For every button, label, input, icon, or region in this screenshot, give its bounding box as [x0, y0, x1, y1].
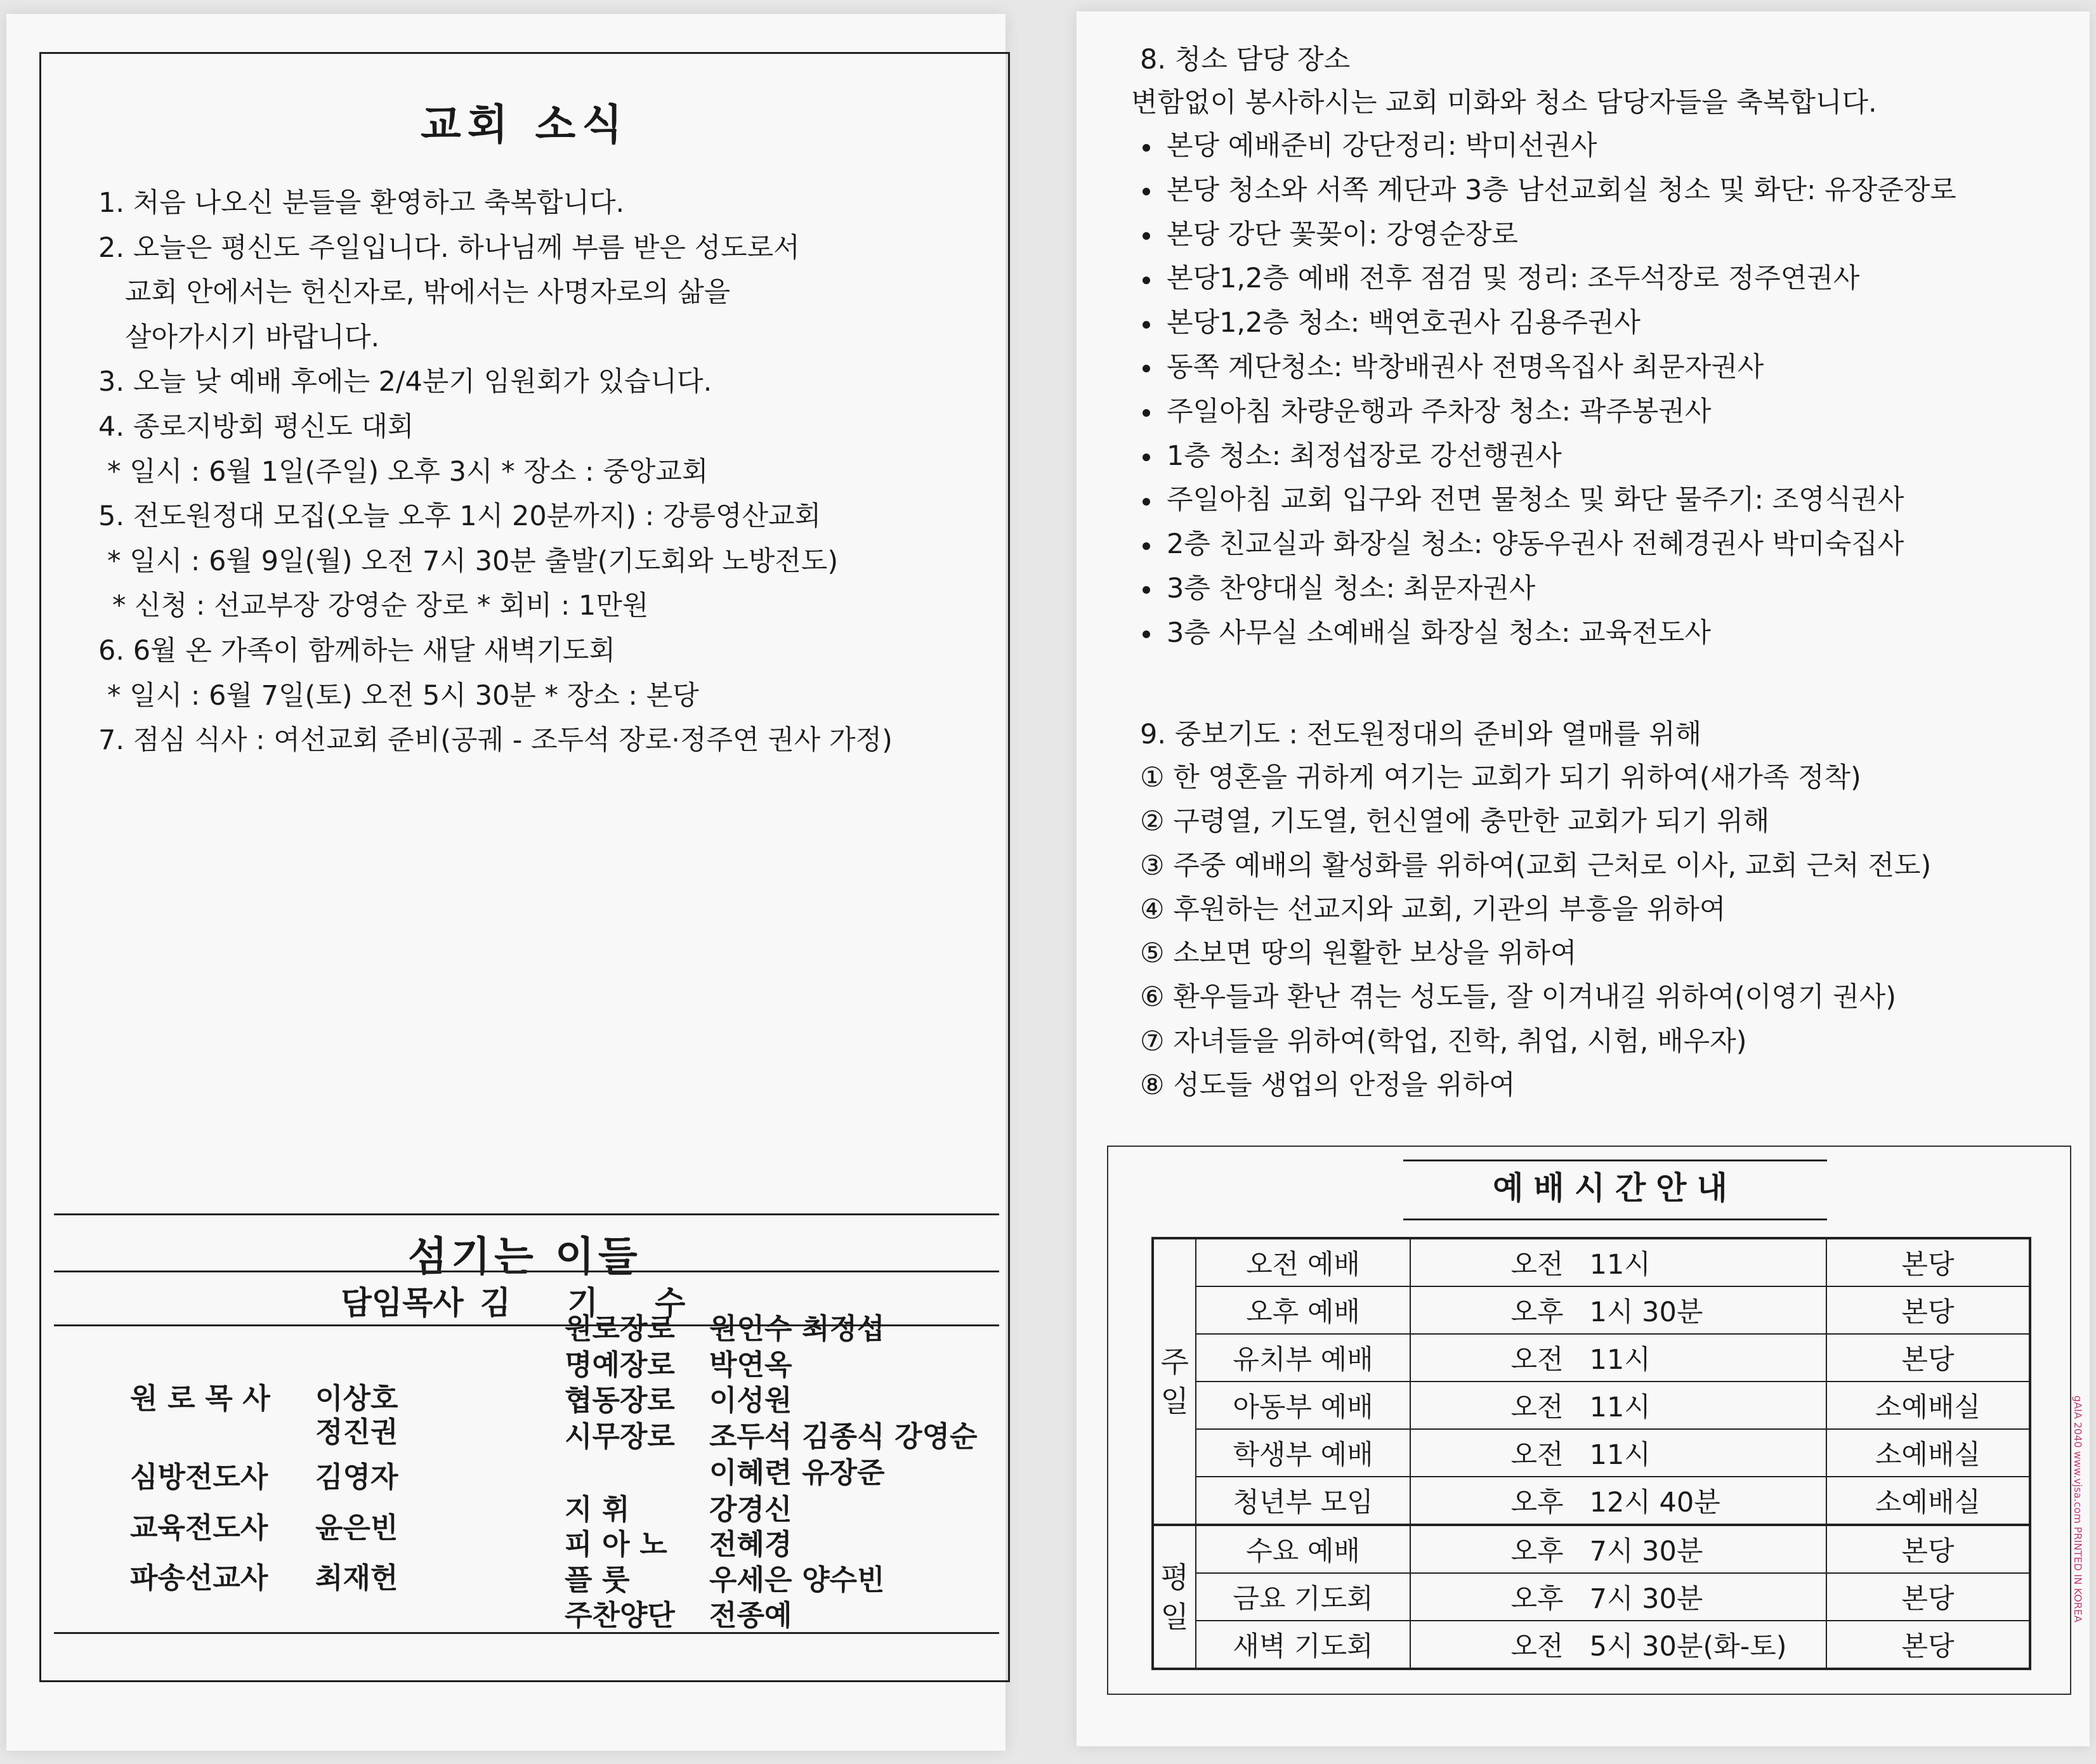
staff-role: 파송선교사 — [130, 1561, 268, 1595]
worship-schedule-box — [1107, 1146, 2071, 1695]
elder-names: 원인수 최정섭 — [709, 1312, 885, 1345]
worship-group-text: 주 일 — [1160, 1345, 1189, 1418]
divider — [54, 1632, 999, 1634]
prayer-section — [1140, 713, 2079, 1107]
news-item: 2. 오늘은 평신도 주일입니다. 하나님께 부름 받은 성도로서 — [98, 232, 800, 264]
worship-service-name: 오후 예배 — [1196, 1286, 1410, 1334]
staff-role: 교육전도사 — [130, 1511, 268, 1545]
cleaning-item-text: 2층 친교실과 화장실 청소: 양동우권사 전혜경권사 박미숙집사 — [1167, 528, 1904, 561]
staff-name: 정진권 — [315, 1415, 398, 1449]
worship-group-label — [1153, 1525, 1196, 1669]
elder-role: 지 휘 — [565, 1493, 630, 1526]
staff-name: 최재헌 — [315, 1561, 398, 1595]
bullet-icon — [1143, 454, 1150, 461]
staff-role: 원 로 목 사 — [130, 1382, 270, 1415]
printer-mark: gAIA 2040 www.vjsa.com PRINTED IN KOREA — [2072, 1395, 2084, 1623]
bullet-icon — [1143, 409, 1150, 417]
prayer-list — [1140, 756, 2079, 1107]
prayer-item: ① 한 영혼을 귀하게 여기는 교회가 되기 위하여(새가족 정착) — [1140, 762, 1861, 794]
bullet-icon — [1143, 188, 1150, 195]
elder-names: 이혜련 유장준 — [709, 1456, 885, 1489]
worship-service-name: 유치부 예배 — [1196, 1334, 1410, 1382]
worship-service-name: 오전 예배 — [1196, 1238, 1410, 1286]
worship-title-frame — [1403, 1160, 1827, 1220]
senior-pastor-name: 김 기 수 — [480, 1284, 709, 1321]
cleaning-item-text: 본당1,2층 예배 전후 점검 및 정리: 조두석장로 정주연권사 — [1167, 263, 1860, 295]
divider — [54, 1213, 999, 1215]
worship-service-time: 오후 12시 40분 — [1410, 1477, 1826, 1525]
worship-service-name: 청년부 모임 — [1196, 1477, 1410, 1525]
cleaning-item — [1140, 390, 2079, 434]
elder-role: 주찬양단 — [565, 1598, 675, 1632]
cleaning-item-text: 3층 찬양대실 청소: 최문자권사 — [1167, 572, 1536, 604]
worship-service-place: 소예배실 — [1826, 1382, 2030, 1429]
worship-service-place: 본당 — [1826, 1334, 2030, 1382]
cleaning-item — [1140, 523, 2079, 567]
cleaning-item — [1140, 301, 2079, 346]
news-item: * 신청 : 선교부장 강영순 장로 * 회비 : 1만원 — [112, 590, 649, 622]
elder-role: 피 아 노 — [565, 1527, 667, 1561]
prayer-item: ⑤ 소보면 땅의 원활한 보상을 위하여 — [1140, 938, 1577, 970]
worship-schedule-title: 예배시간안내 — [1493, 1170, 1738, 1206]
worship-service-time: 오전 11시 — [1410, 1382, 1826, 1429]
news-item: 교회 안에서는 헌신자로, 밖에서는 사명자로의 삶을 — [125, 277, 731, 309]
staff-name: 김영자 — [315, 1460, 398, 1494]
news-item: * 일시 : 6월 9일(월) 오전 7시 30분 출발(기도회와 노방전도) — [107, 545, 839, 577]
worship-service-place: 본당 — [1826, 1525, 2030, 1573]
senior-pastor-role: 담임목사 — [341, 1284, 464, 1321]
worship-row — [1153, 1382, 2030, 1429]
cleaning-item-text: 1층 청소: 최정섭장로 강선행권사 — [1167, 440, 1562, 472]
worship-service-place: 소예배실 — [1826, 1429, 2030, 1477]
divider — [54, 1271, 999, 1272]
cleaning-item — [1140, 169, 2079, 213]
cleaning-item — [1140, 257, 2079, 301]
elder-role: 시무장로 — [565, 1420, 675, 1453]
cleaning-item — [1140, 567, 2079, 611]
cleaning-list — [1140, 124, 2079, 656]
cleaning-item — [1140, 213, 2079, 258]
elder-role: 명예장로 — [565, 1348, 675, 1382]
cleaning-item-text: 주일아침 교회 입구와 전면 물청소 및 화단 물주기: 조영식권사 — [1167, 484, 1904, 516]
cleaning-item-text: 동쪽 계단청소: 박창배권사 전명옥집사 최문자권사 — [1167, 351, 1764, 383]
worship-service-time: 오후 1시 30분 — [1410, 1286, 1826, 1334]
cleaning-item-text: 본당 청소와 서쪽 계단과 3층 남선교회실 청소 및 화단: 유장준장로 — [1167, 174, 1956, 206]
elder-names: 우세은 양수빈 — [709, 1563, 885, 1597]
bullet-icon — [1143, 144, 1150, 152]
news-item: 7. 점심 식사 : 여선교회 준비(공궤 - 조두석 장로·정주연 권사 가정) — [98, 724, 893, 757]
news-item: 1. 처음 나오신 분들을 환영하고 축복합니다. — [98, 187, 625, 219]
worship-row — [1153, 1573, 2030, 1621]
bullet-icon — [1143, 498, 1150, 506]
prayer-title: 9. 중보기도 : 전도원정대의 준비와 열매를 위해 — [1140, 719, 1702, 750]
bullet-icon — [1143, 586, 1150, 594]
worship-service-time: 오후 7시 30분 — [1410, 1525, 1826, 1573]
worship-service-name: 아동부 예배 — [1196, 1382, 1410, 1429]
cleaning-item-text: 주일아침 차량운행과 주차장 청소: 곽주봉권사 — [1167, 395, 1712, 428]
news-item: * 일시 : 6월 7일(토) 오전 5시 30분 * 장소 : 본당 — [107, 679, 699, 712]
staff-name: 윤은빈 — [315, 1511, 398, 1545]
worship-service-name: 새벽 기도회 — [1196, 1621, 1410, 1669]
prayer-item: ④ 후원하는 선교지와 교회, 기관의 부흥을 위하여 — [1140, 893, 1726, 925]
cleaning-section — [1131, 38, 2079, 656]
elder-names: 박연옥 — [709, 1348, 792, 1382]
worship-service-time: 오전 11시 — [1410, 1238, 1826, 1286]
elder-role: 플 룻 — [565, 1563, 630, 1597]
right-page — [1077, 11, 2090, 1746]
news-item: * 일시 : 6월 1일(주일) 오후 3시 * 장소 : 중앙교회 — [107, 455, 709, 488]
bullet-icon — [1143, 277, 1150, 284]
news-item: 6. 6월 온 가족이 함께하는 새달 새벽기도회 — [98, 634, 616, 667]
elder-names: 조두석 김종식 강영순 — [709, 1420, 978, 1453]
cleaning-intro: 변함없이 봉사하시는 교회 미화와 청소 담당자들을 축복합니다. — [1131, 87, 1877, 119]
elder-names: 전종예 — [709, 1598, 792, 1632]
news-item: 살아가시기 바랍니다. — [125, 321, 380, 353]
elder-names: 강경신 — [709, 1493, 792, 1526]
prayer-item: ⑦ 자녀들을 위하여(학업, 진학, 취업, 시험, 배우자) — [1140, 1025, 1747, 1057]
worship-service-name: 금요 기도회 — [1196, 1573, 1410, 1621]
worship-service-place: 소예배실 — [1826, 1477, 2030, 1525]
bullet-icon — [1143, 630, 1150, 638]
cleaning-item — [1140, 434, 2079, 479]
prayer-item: ⑥ 환우들과 환난 겪는 성도들, 잘 이겨내길 위하여(이영기 권사) — [1140, 981, 1897, 1014]
worship-group-label — [1153, 1238, 1196, 1525]
church-news-list — [98, 181, 999, 763]
worship-row — [1153, 1621, 2030, 1669]
prayer-item: ⑧ 성도들 생업의 안정을 위하여 — [1140, 1069, 1516, 1102]
left-page — [6, 14, 1005, 1751]
church-news-box — [39, 52, 1010, 1682]
bullet-icon — [1143, 365, 1150, 372]
cleaning-item — [1140, 346, 2079, 390]
cleaning-item-text: 3층 사무실 소예배실 화장실 청소: 교육전도사 — [1167, 617, 1711, 649]
worship-service-time: 오전 11시 — [1410, 1334, 1826, 1382]
worship-service-name: 수요 예배 — [1196, 1525, 1410, 1573]
worship-row — [1153, 1286, 2030, 1334]
elder-role: 협동장로 — [565, 1383, 675, 1417]
worship-service-name: 학생부 예배 — [1196, 1429, 1410, 1477]
worship-row — [1153, 1429, 2030, 1477]
worship-row — [1153, 1525, 2030, 1573]
elder-names: 이성원 — [709, 1383, 792, 1417]
prayer-item: ③ 주중 예배의 활성화를 위하여(교회 근처로 이사, 교회 근처 전도) — [1140, 849, 1932, 882]
news-item: 3. 오늘 낮 예배 후에는 2/4분기 임원회가 있습니다. — [98, 366, 712, 398]
cleaning-item-text: 본당1,2층 청소: 백연호권사 김용주권사 — [1167, 307, 1641, 339]
worship-schedule-table — [1151, 1237, 2031, 1670]
cleaning-item — [1140, 124, 2079, 169]
bullet-icon — [1143, 232, 1150, 240]
cleaning-item-text: 본당 예배준비 강단정리: 박미선권사 — [1167, 130, 1597, 162]
worship-service-place: 본당 — [1826, 1286, 2030, 1334]
bullet-icon — [1143, 542, 1150, 550]
cleaning-item — [1140, 478, 2079, 523]
elder-role: 원로장로 — [565, 1312, 675, 1345]
staff-role: 심방전도사 — [130, 1460, 268, 1494]
worship-row — [1153, 1238, 2030, 1286]
staff-name: 이상호 — [315, 1382, 398, 1415]
worship-group-text: 평 일 — [1160, 1560, 1189, 1634]
news-item: 5. 전도원정대 모집(오늘 오후 1시 20분까지) : 강릉영산교회 — [98, 500, 822, 533]
worship-row — [1153, 1334, 2030, 1382]
cleaning-item-text: 본당 강단 꽃꽂이: 강영순장로 — [1167, 218, 1518, 251]
worship-service-place: 본당 — [1826, 1238, 2030, 1286]
worship-service-place: 본당 — [1826, 1621, 2030, 1669]
worship-service-place: 본당 — [1826, 1573, 2030, 1621]
worship-service-time: 오후 7시 30분 — [1410, 1573, 1826, 1621]
worship-service-time: 오전 5시 30분(화-토) — [1410, 1621, 1826, 1669]
cleaning-title: 8. 청소 담당 장소 — [1140, 44, 1351, 75]
news-item: 4. 종로지방회 평신도 대회 — [98, 410, 414, 443]
servers-title: 섬기는 이들 — [408, 1234, 641, 1281]
church-news-title: 교회 소식 — [420, 100, 629, 149]
worship-row — [1153, 1477, 2030, 1525]
worship-service-time: 오전 11시 — [1410, 1429, 1826, 1477]
bullet-icon — [1143, 321, 1150, 329]
elder-names: 전혜경 — [709, 1527, 792, 1561]
cleaning-item — [1140, 611, 2079, 656]
prayer-item: ② 구령열, 기도열, 헌신열에 충만한 교회가 되기 위해 — [1140, 806, 1770, 838]
